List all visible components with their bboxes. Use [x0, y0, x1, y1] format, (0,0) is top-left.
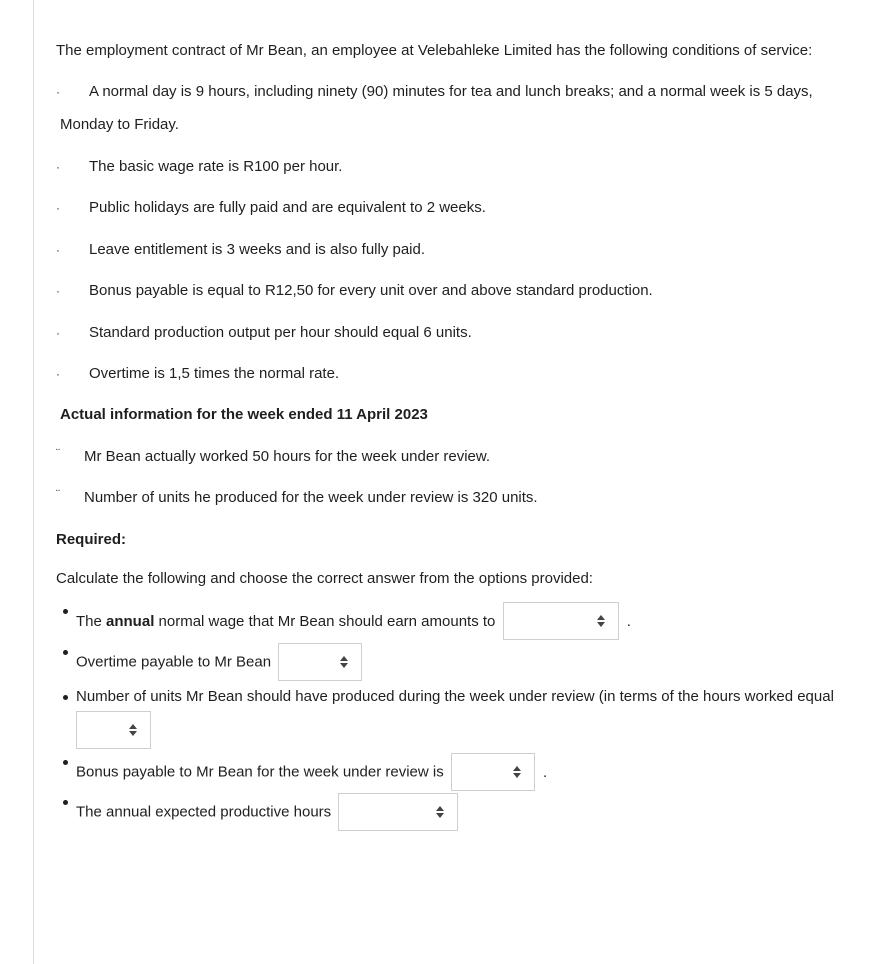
- question-annual-wage: [76, 602, 631, 640]
- condition-leave: Leave entitlement is 3 weeks and is also fully paid.: [89, 241, 426, 258]
- list-bullet: [63, 609, 68, 614]
- sort-arrows-icon: [597, 615, 606, 627]
- left-border: [33, 0, 34, 964]
- question-units: [76, 688, 834, 749]
- condition-overtime: Overtime is 1,5 times the normal rate.: [89, 365, 340, 382]
- bullet-mark: ¨: [56, 446, 60, 460]
- sort-arrows-icon: [340, 656, 349, 668]
- required-heading: Required:: [56, 531, 127, 548]
- question-emphasis: annual: [106, 612, 155, 630]
- required-instruction: Calculate the following and choose the correct answer from the options provided:: [56, 570, 593, 587]
- list-bullet: [63, 760, 68, 765]
- bullet-mark: ·: [56, 160, 60, 174]
- condition-public-holidays: Public holidays are fully paid and are equivalent to 2 weeks.: [89, 199, 486, 216]
- bullet-mark: ·: [56, 284, 60, 298]
- bullet-mark: ¨: [56, 487, 60, 501]
- bullet-mark: ·: [56, 326, 60, 340]
- question-overtime: [76, 643, 362, 681]
- sort-arrows-icon: [436, 806, 445, 818]
- overtime-select[interactable]: [278, 643, 362, 681]
- sort-arrows-icon: [129, 724, 138, 736]
- list-bullet: [63, 650, 68, 655]
- sort-arrows-icon: [513, 766, 522, 778]
- annual-wage-select[interactable]: [503, 602, 619, 640]
- bullet-mark: ·: [56, 243, 60, 257]
- condition-normal-day: A normal day is 9 hours, including ninety (90) minutes for tea and lunch breaks; and a normal week is 5 days,: [89, 83, 813, 100]
- question-text: Bonus payable to Mr Bean for the week under review is: [76, 763, 444, 781]
- question-text: The annual expected productive hours: [76, 803, 332, 821]
- bullet-mark: ·: [56, 85, 60, 99]
- productive-hours-select[interactable]: [338, 793, 458, 831]
- intro-text: The employment contract of Mr Bean, an employee at Velebahleke Limited has the following conditions of service:: [56, 42, 813, 59]
- trailing-period: .: [626, 612, 631, 630]
- question-text: normal wage that Mr Bean should earn amounts to: [154, 612, 496, 630]
- bonus-select[interactable]: [451, 753, 535, 791]
- actual-units-produced: Number of units he produced for the week under review is 320 units.: [84, 489, 538, 506]
- list-bullet: [63, 695, 68, 700]
- bullet-mark: ·: [56, 201, 60, 215]
- units-select[interactable]: [76, 711, 151, 749]
- actual-hours-worked: Mr Bean actually worked 50 hours for the week under review.: [84, 448, 491, 465]
- list-bullet: [63, 800, 68, 805]
- actual-heading: Actual information for the week ended 11 April 2023: [60, 406, 428, 423]
- trailing-period: .: [543, 763, 548, 781]
- question-bonus: [76, 753, 547, 791]
- question-text: The: [76, 612, 107, 630]
- condition-continuation: Monday to Friday.: [60, 116, 179, 133]
- question-text: Overtime payable to Mr Bean: [76, 653, 272, 671]
- question-productive-hours: [76, 793, 458, 831]
- condition-standard-output: Standard production output per hour should equal 6 units.: [89, 324, 472, 341]
- condition-wage-rate: The basic wage rate is R100 per hour.: [89, 158, 343, 175]
- question-text: Number of units Mr Bean should have produced during the week under review (in terms of the hours worked equal: [76, 688, 834, 705]
- condition-bonus: Bonus payable is equal to R12,50 for every unit over and above standard production.: [89, 282, 653, 299]
- bullet-mark: ·: [56, 367, 60, 381]
